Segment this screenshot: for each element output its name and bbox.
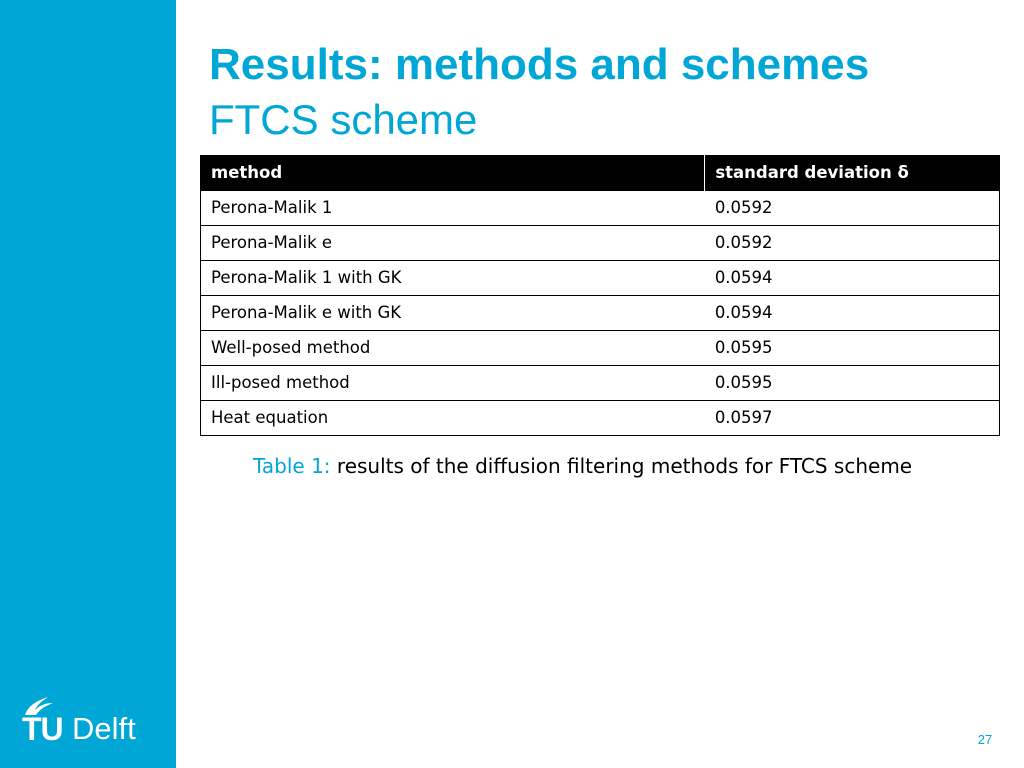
table-row (201, 365, 1000, 400)
table-row (201, 400, 1000, 435)
table-row (201, 260, 1000, 295)
cell-method: Heat equation (201, 400, 705, 435)
cell-std-dev: 0.0595 (705, 330, 1000, 365)
table-row (201, 225, 1000, 260)
logo-text-tu: TU (22, 711, 63, 747)
sidebar-band (0, 0, 176, 768)
cell-method: Perona-Malik 1 with GK (201, 260, 705, 295)
table-row (201, 190, 1000, 225)
cell-method: Ill-posed method (201, 365, 705, 400)
slide-subtitle: FTCS scheme (209, 96, 478, 143)
header-standard-deviation: standard deviation δ (705, 155, 1000, 190)
caption-text: results of the diffusion filtering methods for FTCS scheme (330, 454, 913, 478)
cell-std-dev: 0.0594 (705, 295, 1000, 330)
cell-method: Well-posed method (201, 330, 705, 365)
cell-std-dev: 0.0595 (705, 365, 1000, 400)
table-caption (253, 452, 912, 480)
caption-label: Table 1: (253, 454, 331, 478)
cell-std-dev: 0.0592 (705, 225, 1000, 260)
tu-delft-logo (22, 694, 152, 746)
results-table (200, 155, 1000, 436)
header-method: method (201, 155, 705, 190)
cell-std-dev: 0.0597 (705, 400, 1000, 435)
table-row (201, 295, 1000, 330)
slide-title: Results: methods and schemes (209, 40, 870, 89)
cell-std-dev: 0.0594 (705, 260, 1000, 295)
cell-method: Perona-Malik e with GK (201, 295, 705, 330)
cell-method: Perona-Malik e (201, 225, 705, 260)
cell-std-dev: 0.0592 (705, 190, 1000, 225)
logo-text-delft: Delft (72, 711, 136, 746)
cell-method: Perona-Malik 1 (201, 190, 705, 225)
page-number: 27 (977, 732, 993, 747)
table-row (201, 330, 1000, 365)
table-header-row (201, 155, 1000, 190)
